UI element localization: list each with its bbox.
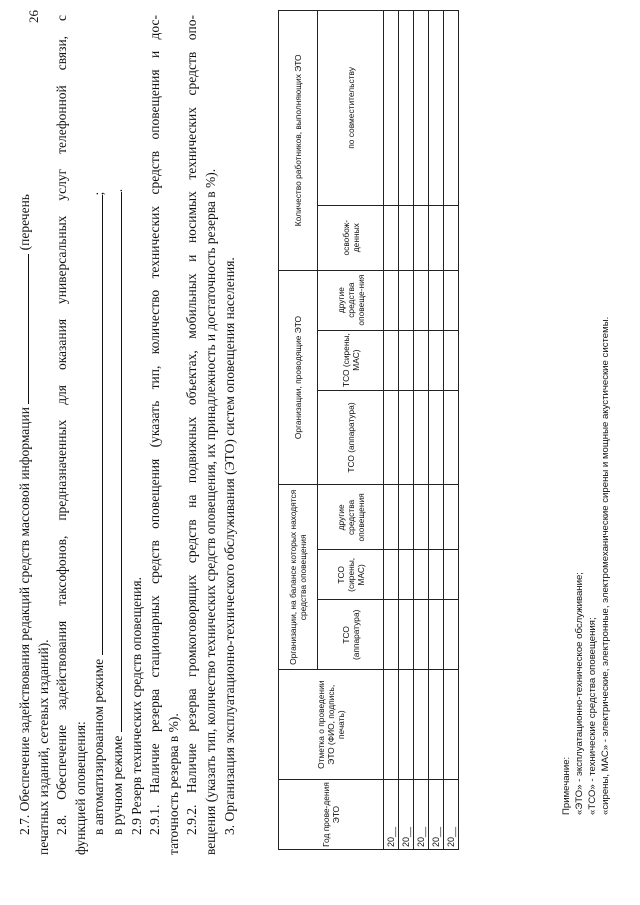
p291-continuation: таточность резерва в %). [165, 713, 181, 855]
table-cell [384, 550, 399, 600]
table-row [384, 11, 399, 850]
blank-field [110, 192, 122, 732]
table-cell [399, 550, 414, 600]
paragraph-2-9-2: 2.9.2. Наличие резерва громкоговорящих средств на подвижных объектах, мобильных и носимых технических средств опо- [184, 15, 200, 835]
table-row [444, 11, 459, 850]
year-cell: 20__ [429, 780, 444, 850]
header-org-eto: Организации, проводящие ЭТО [279, 270, 318, 485]
document-body [16, 15, 239, 855]
header-year: Год прове-дения ЭТО [279, 780, 384, 850]
table-cell [399, 270, 414, 330]
year-cell: 20__ [414, 780, 429, 850]
header-part-time: по совместительству [318, 11, 384, 206]
table-row [414, 11, 429, 850]
table-cell [429, 390, 444, 485]
table-cell [444, 485, 459, 550]
paragraph-3: 3. Организация эксплуатационно-технического обслуживания (ЭТО) систем оповещения населения. [221, 257, 237, 835]
paragraph-2-9: 2.9 Резерв технических средств оповещения. [128, 577, 144, 835]
year-cell: 20__ [399, 780, 414, 850]
table-cell [399, 670, 414, 780]
table-cell [399, 11, 414, 206]
p27-text: 2.7. Обеспечение задействования редакций средств массовой информации [17, 407, 32, 835]
table-cell [384, 270, 399, 330]
table-cell [399, 330, 414, 390]
manual-mode-end: . [109, 188, 125, 193]
table-cell [414, 330, 429, 390]
table-cell [414, 205, 429, 270]
table-cell [429, 270, 444, 330]
table-cell [399, 390, 414, 485]
table-cell [414, 550, 429, 600]
manual-mode-line [109, 15, 128, 855]
notes-title: Примечание: [561, 756, 572, 815]
p28-continuation: функцией оповещения: [72, 721, 88, 855]
paragraph-2-9-1: 2.9.1. Наличие резерва стационарных средств оповещения (указать тип, количество технических средств оповещения и дос- [147, 15, 163, 835]
manual-mode-label: в ручном режиме [109, 735, 125, 835]
header-org-balance: Организации, на балансе которых находятся средства оповещения [279, 485, 318, 670]
table-cell [429, 205, 444, 270]
table-cell [414, 11, 429, 206]
table-cell [444, 330, 459, 390]
table-cell [444, 670, 459, 780]
header-other-means-eto: другие средства оповеще-ния [318, 270, 384, 330]
table-cell [444, 205, 459, 270]
notes-block [560, 317, 612, 815]
header-tso-app: ТСО (аппаратура) [318, 600, 384, 670]
auto-mode-end: ; [91, 191, 107, 196]
note-eto: «ЭТО» - эксплуатационно-техническое обслуживание; [574, 572, 585, 815]
table-cell [384, 205, 399, 270]
table-cell [444, 11, 459, 206]
table-cell [429, 485, 444, 550]
table-cell [414, 670, 429, 780]
table-cell [414, 485, 429, 550]
auto-mode-label: в автоматизированном режиме [91, 658, 107, 835]
table-cell [414, 600, 429, 670]
header-tso-app-eto: ТСО (аппаратура) [318, 390, 384, 485]
p292-continuation: вещения (указать тип, количество технических средств оповещения, их принадлежность и достаточность резерва в %). [202, 168, 218, 855]
table-cell [429, 670, 444, 780]
p27-continuation: печатных изданий, сетевых изданий). [35, 639, 51, 855]
note-sirens: «сирены, МАС» - электрические, электронные, электромеханические сирены и мощные акустические системы. [600, 316, 611, 815]
table-cell [429, 11, 444, 206]
table-cell [444, 390, 459, 485]
page-number: 26 [26, 10, 41, 23]
table-cell [399, 205, 414, 270]
table-cell [384, 390, 399, 485]
year-cell: 20__ [384, 780, 399, 850]
table-cell [384, 11, 399, 206]
header-mark: Отметка о проведении ЭТО (ФИО, подпись, печать) [279, 670, 384, 780]
table-cell [444, 600, 459, 670]
table-cell [444, 550, 459, 600]
header-tso-sirens-eto: ТСО (сирены, МАС) [318, 330, 384, 390]
table-cell [384, 670, 399, 780]
table-cell [384, 485, 399, 550]
p27-text-end: (перечень [17, 194, 32, 251]
eto-table [278, 10, 459, 850]
table-cell [429, 550, 444, 600]
table-cell [384, 600, 399, 670]
table-cell [399, 600, 414, 670]
table-row [429, 11, 444, 850]
auto-mode-line [90, 15, 109, 855]
table-cell [429, 330, 444, 390]
table-cell [444, 270, 459, 330]
table-cell [414, 270, 429, 330]
paragraph-2-7 [16, 15, 35, 855]
table-cell [384, 330, 399, 390]
table-cell [414, 390, 429, 485]
header-tso-sirens: ТСО (сирены, МАС) [318, 550, 384, 600]
header-other-means: другие средства оповещения [318, 485, 384, 550]
table-row [399, 11, 414, 850]
header-workers: Количество работников, выполняющих ЭТО [279, 11, 318, 271]
paragraph-2-8: 2.8. Обеспечение задействования таксофонов, предназначенных для оказания универсальных услуг телефонной связи, с [54, 15, 70, 835]
note-tso: «ТСО» - технические средства оповещения; [587, 617, 598, 815]
year-cell: 20__ [444, 780, 459, 850]
table-cell [399, 485, 414, 550]
blank-field [17, 254, 29, 404]
blank-field [91, 195, 103, 655]
table-cell [429, 600, 444, 670]
header-freed: освобож-денных [318, 205, 384, 270]
